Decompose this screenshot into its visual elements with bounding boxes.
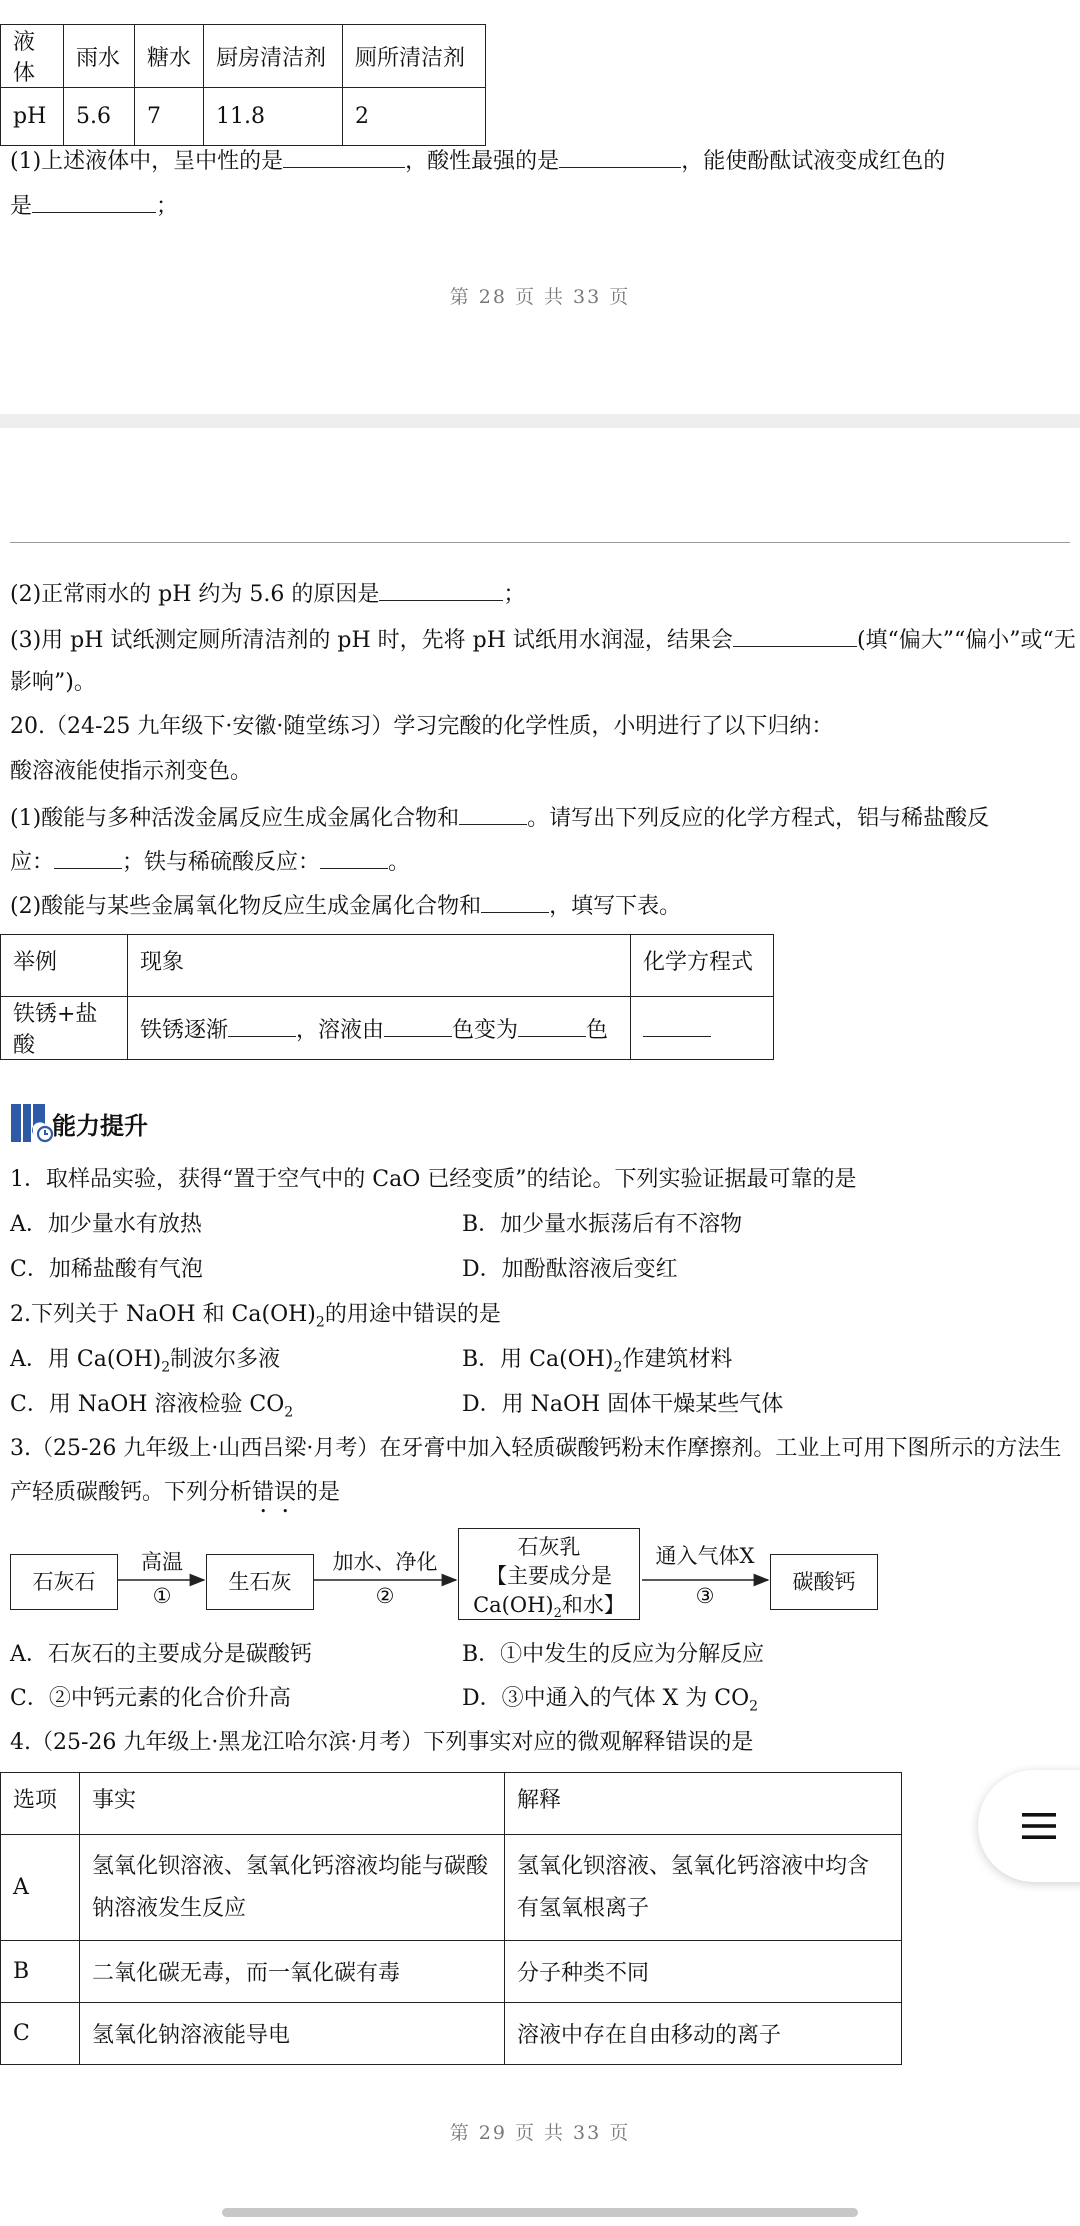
flow-box-lime-milk: 石灰乳 【主要成分是 $Ca(OH)_2$和水】 <box>458 1528 640 1620</box>
ph-table-cell: 2 <box>343 88 486 146</box>
mc2-option-d: D．用 NaOH 固体干燥某些气体 <box>462 1392 784 1417</box>
flow-box-calcium-carbonate: 碳酸钙 <box>770 1554 878 1610</box>
answer-blank <box>54 846 122 869</box>
ph-table-header: 糖水 <box>135 25 204 88</box>
section-title: 能力提升 <box>52 1112 148 1140</box>
flow-box-limestone: 石灰石 <box>10 1554 118 1610</box>
mc2-option-b: B．用 $Ca(OH)_2$作建筑材料 <box>462 1347 733 1376</box>
mc4-option: C <box>1 2003 80 2065</box>
mc4-option: B <box>1 1941 80 2003</box>
rust-table-header: 化学方程式 <box>631 935 774 997</box>
answer-blank <box>228 1014 296 1037</box>
question-20-2: (2)酸能与某些金属氧化物反应生成金属化合物和 ，填写下表。 <box>10 890 681 922</box>
table-row <box>1 2003 902 2065</box>
mc1-option-b: B．加少量水振荡后有不溶物 <box>462 1212 743 1237</box>
mc1-stem: 1．取样品实验，获得“置于空气中的 CaO 已经变质”的结论。下列实验证据最可靠的是 <box>10 1167 857 1192</box>
ph-table-header: 雨水 <box>64 25 135 88</box>
answer-blank <box>320 846 388 869</box>
header-rule <box>10 542 1070 543</box>
rust-table-phenomenon: 铁锈逐渐 ，溶液由 色变为 色 <box>128 997 631 1060</box>
mc3-option-d: D．③中通入的气体 X 为 $CO_2$ <box>462 1686 759 1715</box>
mc4-explanation: 分子种类不同 <box>505 1941 902 2003</box>
flow-arrow-2-label: 加水、净化 <box>332 1550 438 1574</box>
answer-blank <box>32 190 156 213</box>
answer-blank <box>481 890 549 913</box>
mc4-table <box>0 1772 902 2065</box>
section-book-icon <box>10 1102 54 1144</box>
answer-blank <box>384 1014 452 1037</box>
ph-table-header: 液体 <box>1 25 64 88</box>
ph-table-header: 厕所清洁剂 <box>343 25 486 88</box>
answer-blank <box>459 802 527 825</box>
ph-table-cell: 7 <box>135 88 204 146</box>
ph-table <box>0 24 486 146</box>
question-20-1-line-1: (1)酸能与多种活泼金属反应生成金属化合物和 。请写出下列反应的化学方程式，铝与稀盐酸反 <box>10 802 989 834</box>
flow-box-quicklime: 生石灰 <box>206 1554 314 1610</box>
answer-blank <box>283 145 405 168</box>
rust-table-header: 现象 <box>128 935 631 997</box>
mc4-explanation: 溶液中存在自由移动的离子 <box>505 2003 902 2065</box>
mc4-table-header: 事实 <box>80 1773 505 1835</box>
mc3-option-a: A．石灰石的主要成分是碳酸钙 <box>10 1642 312 1667</box>
rust-table <box>0 934 774 1060</box>
question-20-title: 20.（24-25 九年级下·安徽·随堂练习）学习完酸的化学性质，小明进行了以下归纳： <box>10 714 834 739</box>
ph-table-header: 厨房清洁剂 <box>204 25 343 88</box>
mc4-table-header: 解释 <box>505 1773 902 1835</box>
rust-table-equation <box>631 997 774 1060</box>
mc3-option-b: B．①中发生的反应为分解反应 <box>462 1642 765 1667</box>
rust-table-header: 举例 <box>1 935 128 997</box>
table-row <box>1 1941 902 2003</box>
ph-table-cell: 11.8 <box>204 88 343 146</box>
mc3-stem-line-2: 产轻质碳酸钙。下列分析错误的是 <box>10 1480 341 1505</box>
hamburger-menu-icon <box>1022 1812 1056 1840</box>
question-1-line-1: (1)上述液体中，呈中性的是 ，酸性最强的是 ，能使酚酞试液变成红色的 <box>10 145 945 177</box>
question-2: (2)正常雨水的 pH 约为 5.6 的原因是 ； <box>10 578 525 610</box>
answer-blank <box>559 145 681 168</box>
answer-blank <box>643 1014 711 1037</box>
mc2-stem: 2.下列关于 NaOH 和 $Ca(OH)_2$的用途中错误的是 <box>10 1302 501 1331</box>
flow-diagram <box>0 1528 1080 1628</box>
flow-arrow-1-label: 高温 <box>141 1550 183 1574</box>
question-20-line: 酸溶液能使指示剂变色。 <box>10 759 253 784</box>
question-20-1-line-2: 应： ；铁与稀硫酸反应： 。 <box>10 846 410 878</box>
mc4-explanation: 氢氧化钡溶液、氢氧化钙溶液中均含 有氢氧根离子 <box>505 1835 902 1941</box>
mc2-option-c: C．用 NaOH 溶液检验 $CO_2$ <box>10 1392 294 1421</box>
flow-arrow-1-step: ① <box>152 1584 172 1608</box>
ph-table-cell: 5.6 <box>64 88 135 146</box>
table-row <box>1 1835 902 1941</box>
page-footer: 第 29 页 共 33 页 <box>449 2122 631 2144</box>
mc1-option-d: D．加酚酞溶液后变红 <box>462 1257 678 1282</box>
page-separator <box>0 414 1080 428</box>
floating-menu-button[interactable] <box>978 1770 1080 1882</box>
mc3-option-c: C．②中钙元素的化合价升高 <box>10 1686 291 1711</box>
emphasis-text: 错误 <box>252 1480 297 1505</box>
mc4-table-header: 选项 <box>1 1773 80 1835</box>
question-1-line-2: 是 ； <box>10 190 178 222</box>
mc2-option-a: A．用 $Ca(OH)_2$制波尔多液 <box>10 1347 281 1376</box>
page-footer: 第 28 页 共 33 页 <box>449 286 631 308</box>
answer-blank <box>379 578 503 601</box>
home-indicator[interactable] <box>222 2208 858 2217</box>
flow-arrow-3-step: ③ <box>695 1584 715 1608</box>
mc1-option-c: C．加稀盐酸有气泡 <box>10 1257 203 1282</box>
rust-table-example: 铁锈+盐酸 <box>1 997 128 1060</box>
flow-arrow-2-step: ② <box>375 1584 395 1608</box>
ph-table-cell: pH <box>1 88 64 146</box>
mc1-option-a: A．加少量水有放热 <box>10 1212 202 1237</box>
mc4-stem: 4.（25-26 九年级上·黑龙江哈尔滨·月考）下列事实对应的微观解释错误的是 <box>10 1730 754 1755</box>
answer-blank <box>733 624 857 647</box>
answer-blank <box>518 1014 586 1037</box>
mc4-fact: 二氧化碳无毒，而一氧化碳有毒 <box>80 1941 505 2003</box>
flow-arrow-3-label: 通入气体X <box>655 1544 755 1568</box>
question-3-line-2: 影响”)。 <box>10 670 96 695</box>
mc4-fact: 氢氧化钠溶液能导电 <box>80 2003 505 2065</box>
mc3-stem-line-1: 3.（25-26 九年级上·山西吕梁·月考）在牙膏中加入轻质碳酸钙粉末作摩擦剂。工业上可用下图所示的方法生 <box>10 1436 1062 1461</box>
mc4-fact: 氢氧化钡溶液、氢氧化钙溶液均能与碳酸 钠溶液发生反应 <box>80 1835 505 1941</box>
mc4-option: A <box>1 1835 80 1941</box>
question-3-line-1: (3)用 pH 试纸测定厕所清洁剂的 pH 时，先将 pH 试纸用水润湿，结果会 (填“偏大”“偏小”或“无 <box>10 624 1076 656</box>
